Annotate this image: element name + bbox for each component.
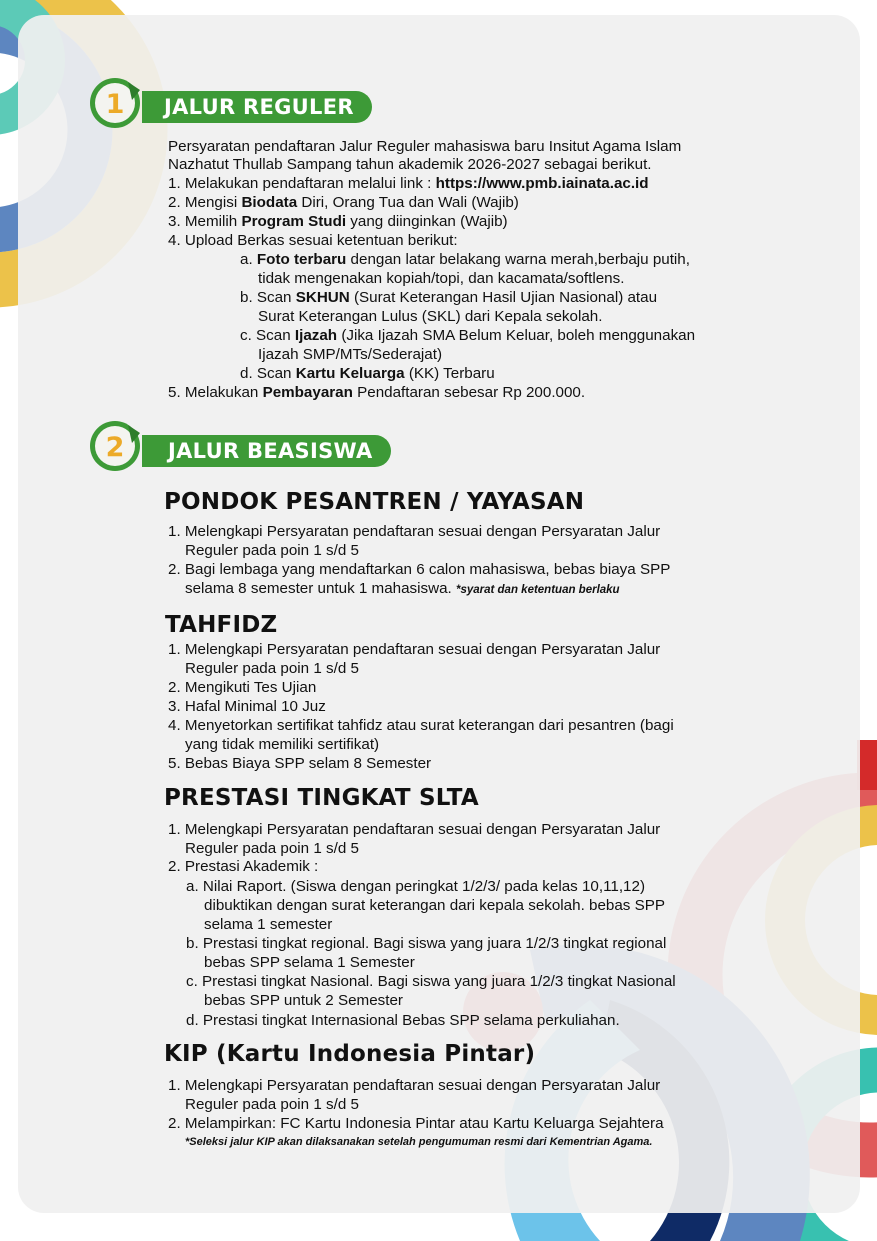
pondok-terms-note: *syarat dan ketentuan berlaku xyxy=(455,584,620,596)
section-title-reguler: JALUR REGULER xyxy=(142,91,372,123)
prestasi-item-2b: b. Prestasi tingkat regional. Bagi siswa yang juara 1/2/3 tingkat regional xyxy=(186,935,667,952)
prestasi-item-2a-cont-1: dibuktikan dengan surat keterangan dari kepala sekolah. bebas SPP xyxy=(204,897,666,914)
prestasi-item-2b-cont: bebas SPP selama 1 Semester xyxy=(204,954,415,971)
reguler-item-4a: a. Foto terbaru dengan latar belakang warna merah,berbaju putih, xyxy=(240,251,690,268)
reguler-item-4b: b. Scan SKHUN (Surat Keterangan Hasil Ujian Nasional) atau xyxy=(240,289,658,306)
pondok-item-1: 1. Melengkapi Persyaratan pendaftaran sesuai dengan Persyaratan Jalur xyxy=(168,523,661,540)
reguler-item-4: 4. Upload Berkas sesuai ketentuan berikut: xyxy=(168,232,458,249)
tahfidz-item-3: 3. Hafal Minimal 10 Juz xyxy=(168,698,326,715)
heading-kip: KIP (Kartu Indonesia Pintar) xyxy=(164,1041,536,1067)
section-title-beasiswa: JALUR BEASISWA xyxy=(142,435,391,467)
tahfidz-item-5: 5. Bebas Biaya SPP selam 8 Semester xyxy=(168,755,432,772)
badge-number-2: 2 xyxy=(105,432,125,463)
reguler-item-3: 3. Memilih Program Studi yang diinginkan (Wajib) xyxy=(168,213,508,230)
number-badge-2 xyxy=(88,419,142,473)
prestasi-item-2a-cont-2: selama 1 semester xyxy=(204,916,333,933)
prestasi-item-1: 1. Melengkapi Persyaratan pendaftaran sesuai dengan Persyaratan Jalur xyxy=(168,821,661,838)
pondok-item-2-cont: selama 8 semester untuk 1 mahasiswa. *syarat dan ketentuan berlaku xyxy=(185,580,620,597)
prestasi-item-2d: d. Prestasi tingkat Internasional Bebas SPP selama perkuliahan. xyxy=(186,1012,620,1029)
reguler-item-1: 1. Melakukan pendaftaran melalui link : https://www.pmb.iainata.ac.id xyxy=(168,175,649,192)
tahfidz-item-4-cont: yang tidak memiliki sertifikat) xyxy=(185,736,380,753)
reguler-item-4b-cont: Surat Keterangan Lulus (SKL) dari Kepala sekolah. xyxy=(258,308,603,325)
tahfidz-item-1: 1. Melengkapi Persyaratan pendaftaran sesuai dengan Persyaratan Jalur xyxy=(168,641,661,658)
reguler-intro-line-2: Nazhatut Thullab Sampang tahun akademik 2026-2027 sebagai berikut. xyxy=(168,156,652,173)
kip-item-2: 2. Melampirkan: FC Kartu Indonesia Pintar atau Kartu Keluarga Sejahtera xyxy=(168,1115,664,1132)
reguler-item-2: 2. Mengisi Biodata Diri, Orang Tua dan Wali (Wajib) xyxy=(168,194,519,211)
prestasi-item-2a: a. Nilai Raport. (Siswa dengan peringkat 1/2/3/ pada kelas 10,11,12) xyxy=(186,878,645,895)
kip-item-1-cont: Reguler pada poin 1 s/d 5 xyxy=(185,1096,359,1113)
reguler-item-4a-cont: tidak mengenakan kopiah/topi, dan kacamata/softlens. xyxy=(258,270,625,287)
reguler-item-5: 5. Melakukan Pembayaran Pendaftaran sebesar Rp 200.000. xyxy=(168,384,586,401)
heading-pondok-pesantren: PONDOK PESANTREN / YAYASAN xyxy=(164,489,585,515)
kip-selection-note: *Seleksi jalur KIP akan dilaksanakan setelah pengumuman resmi dari Kementrian Agama. xyxy=(185,1136,653,1148)
tahfidz-item-4: 4. Menyetorkan sertifikat tahfidz atau surat keterangan dari pesantren (bagi xyxy=(168,717,674,734)
reguler-item-4d: d. Scan Kartu Keluarga (KK) Terbaru xyxy=(240,365,495,382)
tahfidz-item-1-cont: Reguler pada poin 1 s/d 5 xyxy=(185,660,359,677)
reguler-item-4c-cont: Ijazah SMP/MTs/Sederajat) xyxy=(258,346,443,363)
tahfidz-item-2: 2. Mengikuti Tes Ujian xyxy=(168,679,317,696)
badge-number-1: 1 xyxy=(105,89,125,120)
kip-item-1: 1. Melengkapi Persyaratan pendaftaran sesuai dengan Persyaratan Jalur xyxy=(168,1077,661,1094)
prestasi-item-2c: c. Prestasi tingkat Nasional. Bagi siswa yang juara 1/2/3 tingkat Nasional xyxy=(186,973,676,990)
reguler-item-4c: c. Scan Ijazah (Jika Ijazah SMA Belum Keluar, boleh menggunakan xyxy=(240,327,696,344)
number-badge-1 xyxy=(88,76,142,130)
pondok-item-2: 2. Bagi lembaga yang mendaftarkan 6 calon mahasiswa, bebas biaya SPP xyxy=(168,561,671,578)
heading-tahfidz: TAHFIDZ xyxy=(165,612,278,638)
pondok-item-1-cont: Reguler pada poin 1 s/d 5 xyxy=(185,542,359,559)
heading-prestasi: PRESTASI TINGKAT SLTA xyxy=(164,785,479,811)
prestasi-item-1-cont: Reguler pada poin 1 s/d 5 xyxy=(185,840,359,857)
prestasi-item-2: 2. Prestasi Akademik : xyxy=(168,858,319,875)
registration-link[interactable]: https://www.pmb.iainata.ac.id xyxy=(435,175,649,192)
prestasi-item-2c-cont: bebas SPP untuk 2 Semester xyxy=(204,992,403,1009)
reguler-intro-line-1: Persyaratan pendaftaran Jalur Reguler mahasiswa baru Insitut Agama Islam xyxy=(168,138,682,155)
